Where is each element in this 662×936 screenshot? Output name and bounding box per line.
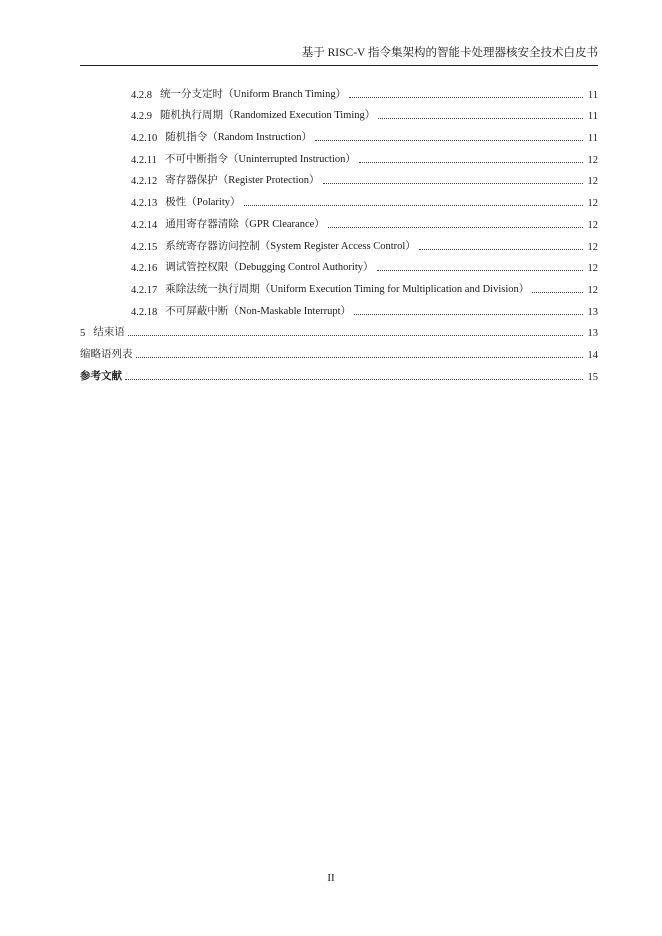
toc-dot-leader [354,314,583,315]
toc-entry-title: 不可屏蔽中断（Non-Maskable Interrupt） [165,305,352,317]
toc-entry-title: 缩略语列表 [80,348,133,360]
toc-entry-page: 12 [587,154,598,166]
toc-entry-number: 4.2.9 [131,111,152,123]
toc-entry-title: 参考文献 [80,370,122,382]
toc-entry-title: 系统寄存器访问控制（System Register Access Control） [165,240,416,252]
toc-dot-leader [136,357,584,358]
header-divider [80,65,598,66]
toc-entry-number: 4.2.18 [131,306,158,318]
toc-entry-title: 随机指令（Random Instruction） [165,132,312,144]
toc-entry-title: 结束语 [93,327,125,339]
toc-entry-page: 12 [587,198,598,210]
toc-entry-number: 5 [80,328,86,340]
toc-entry-4-2-14[interactable] [80,209,598,231]
page-number: II [327,872,335,884]
toc-entry-4-2-8[interactable] [80,79,598,101]
toc-dot-leader [532,292,583,293]
toc-dot-leader [419,249,583,250]
toc-entry-page: 12 [587,241,598,253]
toc-entry-number: 4.2.8 [131,89,152,101]
toc-dot-leader [323,183,583,184]
toc-entry-number: 4.2.17 [131,284,158,296]
toc-entry-4-2-11[interactable] [80,144,598,166]
toc-entry-page: 13 [587,328,598,340]
toc-entry-number: 4.2.14 [131,219,158,231]
toc-entry-references[interactable] [80,361,598,383]
toc-entry-page: 11 [587,111,598,123]
toc-entry-4-2-10[interactable] [80,122,598,144]
toc-entry-title: 寄存器保护（Register Protection） [165,175,320,187]
toc-entry-abbreviations[interactable] [80,339,598,361]
toc-dot-leader [349,97,583,98]
running-header-title: 基于 RISC-V 指令集架构的智能卡处理器核安全技术白皮书 [301,47,598,59]
toc-entry-number: 4.2.16 [131,263,158,275]
toc-entry-page: 11 [587,89,598,101]
toc-entry-page: 11 [587,133,598,145]
toc-entry-title: 极性（Polarity） [165,197,241,209]
toc-entry-number: 4.2.11 [131,154,157,166]
toc-dot-leader [378,118,583,119]
toc-entry-number: 4.2.13 [131,198,158,210]
toc-entry-page: 12 [587,263,598,275]
toc-entry-title: 通用寄存器清除（GPR Clearance） [165,218,325,230]
toc-entry-title: 调试管控权限（Debugging Control Authority） [165,262,374,274]
toc-entry-number: 4.2.15 [131,241,158,253]
toc-entry-title: 随机执行周期（Randomized Execution Timing） [160,110,376,122]
toc-entry-4-2-13[interactable] [80,187,598,209]
toc-entry-4-2-15[interactable] [80,231,598,253]
toc-dot-leader [328,227,583,228]
toc-entry-4-2-9[interactable] [80,101,598,123]
toc-entry-title: 不可中断指令（Uninterrupted Instruction） [164,153,356,165]
toc-dot-leader [315,140,583,141]
toc-entry-page: 14 [587,349,598,361]
toc-entry-page: 12 [587,284,598,296]
toc-entry-number: 4.2.10 [131,133,158,145]
toc-dot-leader [244,205,584,206]
toc-entry-title: 乘除法统一执行周期（Uniform Execution Timing for Multiplication and Division） [165,283,530,295]
toc-entry-page: 12 [587,176,598,188]
toc-entry-4-2-16[interactable] [80,253,598,275]
toc-entry-number: 4.2.12 [131,176,158,188]
toc-entry-4-2-17[interactable] [80,274,598,296]
toc-entry-page: 13 [587,306,598,318]
toc-dot-leader [128,335,583,336]
toc-entry-page: 12 [587,219,598,231]
toc-entry-title: 统一分支定时（Uniform Branch Timing） [160,88,347,100]
toc-dot-leader [125,379,583,380]
toc-dot-leader [377,270,584,271]
toc-entry-4-2-18[interactable] [80,296,598,318]
table-of-contents [80,79,598,383]
toc-entry-5-conclusion[interactable] [80,318,598,340]
toc-entry-page: 15 [587,371,598,383]
toc-entry-4-2-12[interactable] [80,166,598,188]
toc-dot-leader [359,162,583,163]
